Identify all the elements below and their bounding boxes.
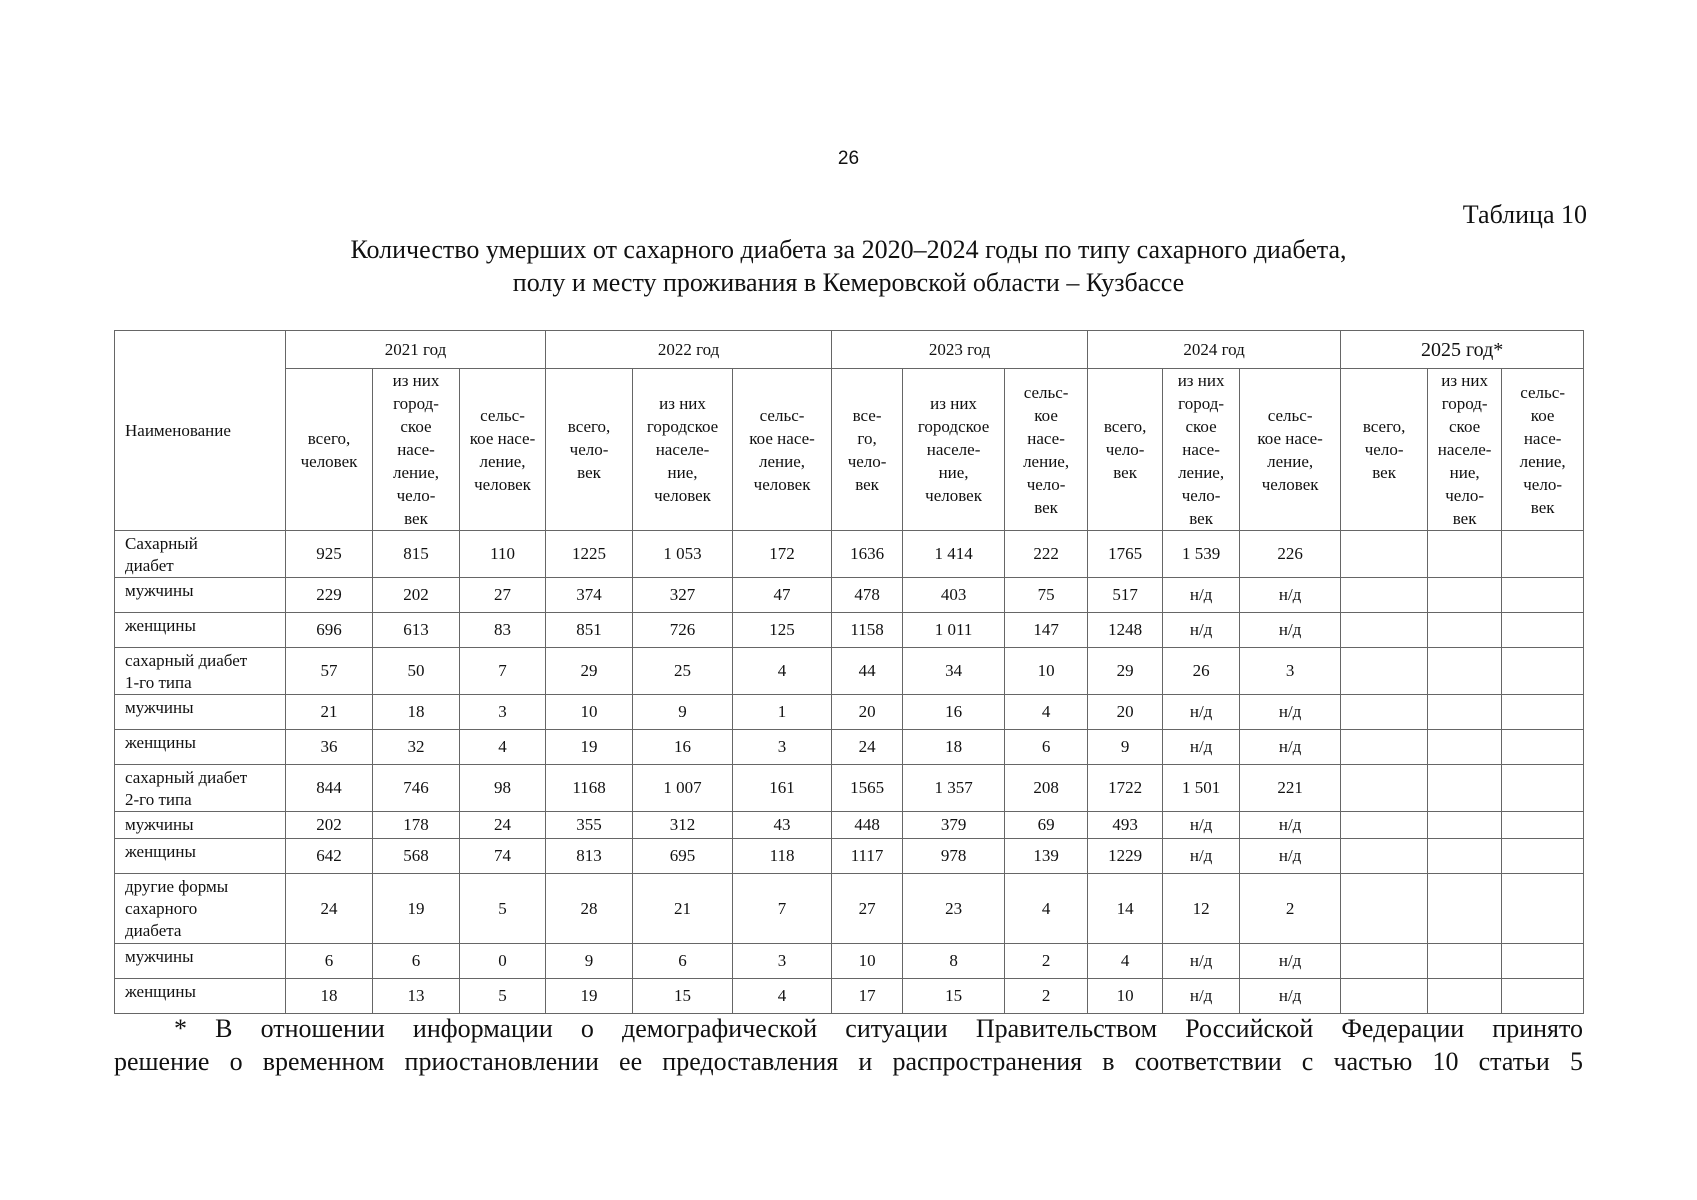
table-cell: 13 [373,979,460,1014]
table-cell: 17 [832,979,903,1014]
table-cell: 178 [373,812,460,839]
table-cell [1428,730,1502,765]
table-cell [1341,730,1428,765]
table-cell [1341,695,1428,730]
table-cell: н/д [1240,944,1341,979]
table-label: Таблица 10 [1462,200,1587,229]
table-cell: 4 [733,979,832,1014]
table-row [115,812,1584,839]
table-cell: 24 [460,812,546,839]
table-cell: 374 [546,578,633,613]
table-cell: 4 [1005,695,1088,730]
row-name: другие формы сахарного диабета [115,874,286,944]
table-cell: 355 [546,812,633,839]
table-cell: 19 [546,730,633,765]
table-cell [1341,765,1428,812]
table-cell: 34 [903,648,1005,695]
table-cell [1502,874,1584,944]
table-cell: 1722 [1088,765,1163,812]
table-cell: 147 [1005,613,1088,648]
table-cell: 9 [546,944,633,979]
table-cell: 125 [733,613,832,648]
table-cell: 6 [1005,730,1088,765]
table-cell: 2 [1240,874,1341,944]
row-name: женщины [115,613,286,648]
table-cell: 5 [460,979,546,1014]
table-cell: 403 [903,578,1005,613]
table-cell: н/д [1240,730,1341,765]
header-subcolumn: всего, чело- век [546,369,633,531]
table-cell: 47 [733,578,832,613]
header-subcolumn: все- го, чело- век [832,369,903,531]
mortality-table [114,330,1584,1014]
table-cell: н/д [1163,944,1240,979]
table-cell: 10 [1005,648,1088,695]
table-cell: 1168 [546,765,633,812]
table-cell: 16 [633,730,733,765]
row-name: мужчины [115,944,286,979]
table-cell: 110 [460,531,546,578]
table-cell: 229 [286,578,373,613]
header-year: 2021 год [286,331,546,369]
table-cell: н/д [1163,812,1240,839]
header-subcolumn: из них город- ское насе- ление, чело- век [373,369,460,531]
table-cell: н/д [1240,578,1341,613]
table-cell: 75 [1005,578,1088,613]
table-cell: 379 [903,812,1005,839]
table-cell [1428,765,1502,812]
table-cell: 3 [460,695,546,730]
table-cell [1428,839,1502,874]
table-cell: 1248 [1088,613,1163,648]
table-cell [1341,812,1428,839]
table-cell: 16 [903,695,1005,730]
table-cell: 24 [286,874,373,944]
table-cell: 118 [733,839,832,874]
table-cell [1428,531,1502,578]
table-cell: 18 [373,695,460,730]
table-cell: 10 [546,695,633,730]
table-cell [1428,944,1502,979]
table-cell: 27 [460,578,546,613]
table-cell: 3 [733,944,832,979]
table-cell: 1 414 [903,531,1005,578]
title-line-2: полу и месту проживания в Кемеровской области – Кузбассе [512,268,1185,297]
table-cell: 14 [1088,874,1163,944]
table-cell: 746 [373,765,460,812]
table-cell: 29 [1088,648,1163,695]
table-row [115,944,1584,979]
row-name: мужчины [115,578,286,613]
table-cell: 226 [1240,531,1341,578]
table-cell: 6 [633,944,733,979]
table-cell: 1565 [832,765,903,812]
table-cell [1341,979,1428,1014]
row-name: сахарный диабет 1-го типа [115,648,286,695]
table-cell: 1225 [546,531,633,578]
table-cell: 4 [1005,874,1088,944]
table-cell [1341,874,1428,944]
table-cell: 4 [1088,944,1163,979]
table-cell: 613 [373,613,460,648]
table-cell: 925 [286,531,373,578]
table-cell: 2 [1005,944,1088,979]
table-cell: 4 [733,648,832,695]
table-cell: н/д [1163,695,1240,730]
table-cell: н/д [1240,613,1341,648]
table-cell: 19 [546,979,633,1014]
table-cell [1341,531,1428,578]
table-cell: 8 [903,944,1005,979]
table-cell: 161 [733,765,832,812]
table-cell [1502,944,1584,979]
table-cell: 221 [1240,765,1341,812]
table-cell [1502,578,1584,613]
table-cell: 23 [903,874,1005,944]
table-cell: 1 357 [903,765,1005,812]
table-cell [1341,839,1428,874]
footnote-line-2: решение о временном приостановлении ее предоставления и распространения в соответствии с частью 10 статьи 5 [114,1047,1583,1076]
table-cell: 642 [286,839,373,874]
table-cell: 978 [903,839,1005,874]
table-cell: 24 [832,730,903,765]
table-cell: 21 [633,874,733,944]
table-cell [1428,648,1502,695]
table-cell: 7 [733,874,832,944]
table-cell: 695 [633,839,733,874]
row-name: женщины [115,730,286,765]
table-cell: 851 [546,613,633,648]
table-cell: 29 [546,648,633,695]
header-year: 2022 год [546,331,832,369]
header-subcolumn: сельс- кое насе- ление, человек [733,369,832,531]
header-subcolumn: из них город- ское насе- ление, чело- век [1163,369,1240,531]
table-cell: 1636 [832,531,903,578]
table-cell [1341,944,1428,979]
table-cell [1502,979,1584,1014]
table-cell: 222 [1005,531,1088,578]
table-cell: 12 [1163,874,1240,944]
table-cell [1428,578,1502,613]
table-cell: 202 [373,578,460,613]
header-subcolumn: сельс- кое насе- ление, человек [1240,369,1341,531]
table-cell: 1765 [1088,531,1163,578]
table-row [115,839,1584,874]
table-cell: 1229 [1088,839,1163,874]
header-year: 2023 год [832,331,1088,369]
table-cell: 15 [633,979,733,1014]
table-cell: 57 [286,648,373,695]
table-cell [1428,979,1502,1014]
header-subcolumn: всего, чело- век [1088,369,1163,531]
table-cell: 74 [460,839,546,874]
header-subcolumn: из них город- ское населе- ние, чело- век [1428,369,1502,531]
table-cell: 36 [286,730,373,765]
table-cell: н/д [1163,979,1240,1014]
table-cell: н/д [1163,839,1240,874]
table-cell: н/д [1163,730,1240,765]
row-name: женщины [115,839,286,874]
table-cell: 493 [1088,812,1163,839]
header-subcolumn: из них городское населе- ние, человек [633,369,733,531]
table-cell: н/д [1240,839,1341,874]
table-cell [1502,695,1584,730]
table-row [115,578,1584,613]
table-cell: 448 [832,812,903,839]
table-cell: 1158 [832,613,903,648]
table-cell: 1117 [832,839,903,874]
table-row [115,765,1584,812]
table-cell [1502,648,1584,695]
table-cell: 10 [1088,979,1163,1014]
table-cell [1502,812,1584,839]
table-cell: 6 [286,944,373,979]
table-header [115,331,1584,531]
table-cell [1502,531,1584,578]
footnote [114,1012,1583,1078]
table-cell: 202 [286,812,373,839]
table-cell: 2 [1005,979,1088,1014]
row-name: сахарный диабет 2-го типа [115,765,286,812]
table-cell: 1 539 [1163,531,1240,578]
table-cell: 44 [832,648,903,695]
row-name: женщины [115,979,286,1014]
table-cell: 7 [460,648,546,695]
table-cell: 1 [733,695,832,730]
table-cell: 815 [373,531,460,578]
table-cell: 25 [633,648,733,695]
table-row [115,648,1584,695]
table-cell [1502,730,1584,765]
table-body [115,531,1584,1014]
table-cell: н/д [1163,578,1240,613]
table-cell: 15 [903,979,1005,1014]
table-cell: 1 007 [633,765,733,812]
table-row [115,730,1584,765]
table-cell: 312 [633,812,733,839]
table-title [0,233,1697,299]
footnote-line-1: * В отношении информации о демографической ситуации Правительством Российской Федерации принято [174,1014,1583,1043]
table-cell: 517 [1088,578,1163,613]
header-subcolumn: сельс- кое насе- ление, чело- век [1005,369,1088,531]
table-cell: 696 [286,613,373,648]
table-cell: 1 501 [1163,765,1240,812]
table-cell: н/д [1240,812,1341,839]
header-name-column: Наименование [115,331,286,531]
table-cell: 208 [1005,765,1088,812]
table-cell [1502,613,1584,648]
table-cell [1428,874,1502,944]
table-row [115,695,1584,730]
page-number: 26 [837,148,860,169]
table-row [115,979,1584,1014]
table-cell: 50 [373,648,460,695]
table-row [115,874,1584,944]
table-cell: 20 [1088,695,1163,730]
table-cell [1428,812,1502,839]
row-name: Сахарный диабет [115,531,286,578]
header-subcolumn: сельс- кое насе- ление, чело- век [1502,369,1584,531]
table-cell: 19 [373,874,460,944]
row-name: мужчины [115,695,286,730]
table-cell: 43 [733,812,832,839]
table-row [115,531,1584,578]
table-cell: 813 [546,839,633,874]
header-subcolumn: всего, чело- век [1341,369,1428,531]
table-cell [1428,695,1502,730]
table-cell: 844 [286,765,373,812]
table-cell: 9 [1088,730,1163,765]
table-cell [1502,765,1584,812]
table-cell: 83 [460,613,546,648]
table-cell: 28 [546,874,633,944]
table-cell: 26 [1163,648,1240,695]
table-cell: 4 [460,730,546,765]
table-cell: 3 [733,730,832,765]
title-line-1: Количество умерших от сахарного диабета за 2020–2024 годы по типу сахарного диабета, [350,235,1347,264]
table-cell: 27 [832,874,903,944]
table-cell: н/д [1163,613,1240,648]
table-cell: н/д [1240,979,1341,1014]
table-cell: 20 [832,695,903,730]
table-cell: 478 [832,578,903,613]
header-year: 2024 год [1088,331,1341,369]
table-cell: 139 [1005,839,1088,874]
table-cell: 21 [286,695,373,730]
table-cell: 18 [286,979,373,1014]
table-cell [1428,613,1502,648]
table-cell: 10 [832,944,903,979]
header-subcolumn: сельс- кое насе- ление, человек [460,369,546,531]
header-subcolumn: из них городское населе- ние, человек [903,369,1005,531]
table-cell: 568 [373,839,460,874]
table-cell: 9 [633,695,733,730]
table-cell: н/д [1240,695,1341,730]
table-cell [1341,648,1428,695]
table-cell: 172 [733,531,832,578]
table-cell: 1 053 [633,531,733,578]
table-cell: 32 [373,730,460,765]
table-cell: 726 [633,613,733,648]
table-cell: 1 011 [903,613,1005,648]
header-year: 2025 год* [1341,331,1584,369]
table-cell: 6 [373,944,460,979]
table-cell: 98 [460,765,546,812]
table-cell: 0 [460,944,546,979]
table-cell: 69 [1005,812,1088,839]
table-cell: 327 [633,578,733,613]
table-cell: 3 [1240,648,1341,695]
table-cell: 18 [903,730,1005,765]
table-cell: 5 [460,874,546,944]
table-cell [1341,578,1428,613]
table-row [115,613,1584,648]
table-cell [1341,613,1428,648]
table-cell [1502,839,1584,874]
header-subcolumn: всего, человек [286,369,373,531]
row-name: мужчины [115,812,286,839]
